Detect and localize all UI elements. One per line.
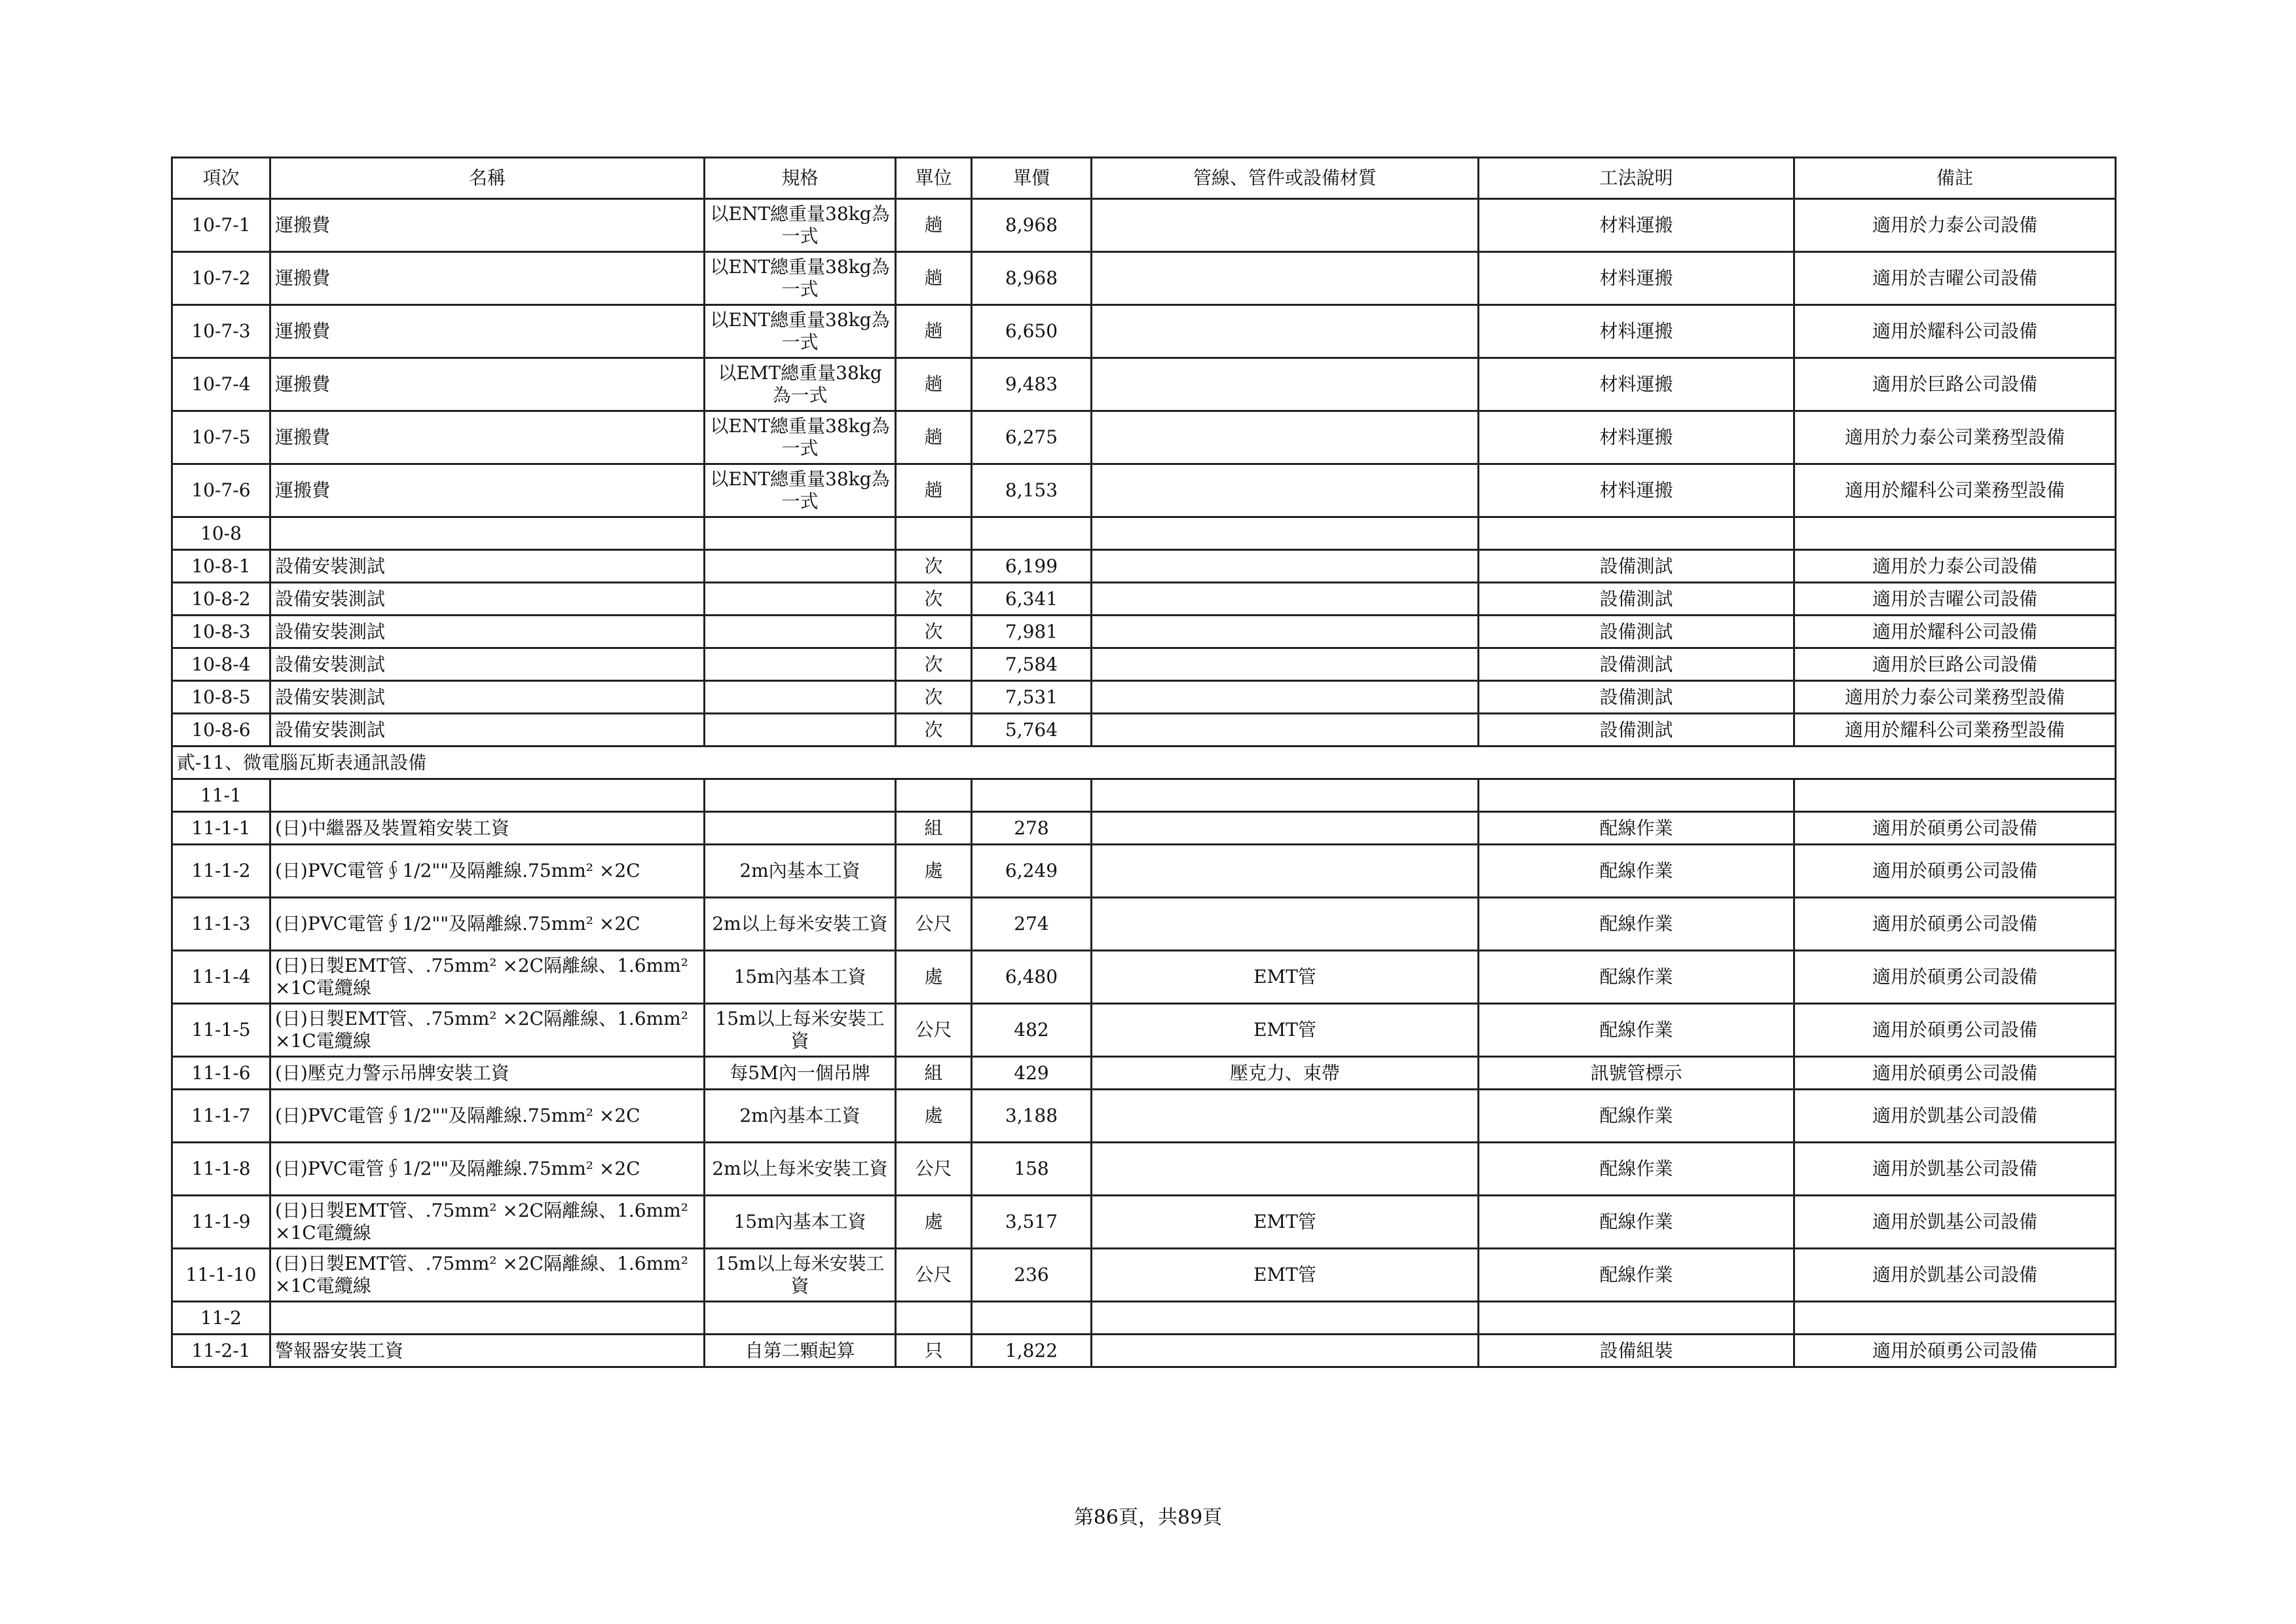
item-material	[1092, 845, 1479, 898]
item-price	[972, 1302, 1092, 1335]
item-number: 11-1-7	[172, 1090, 270, 1143]
item-remark: 適用於碩勇公司設備	[1794, 951, 2116, 1004]
col-header-unit: 單位	[896, 158, 972, 199]
item-price: 9,483	[972, 358, 1092, 411]
table-row	[172, 550, 2116, 583]
item-number: 11-1-6	[172, 1057, 270, 1090]
table-row	[172, 464, 2116, 517]
item-price: 429	[972, 1057, 1092, 1090]
item-number: 10-7-6	[172, 464, 270, 517]
item-unit: 處	[896, 951, 972, 1004]
item-material	[1092, 1090, 1479, 1143]
item-material	[1092, 199, 1479, 252]
item-material: EMT管	[1092, 1249, 1479, 1302]
col-header-price: 單價	[972, 158, 1092, 199]
table-row	[172, 583, 2116, 616]
item-method: 設備測試	[1479, 550, 1794, 583]
item-name: (日)壓克力警示吊牌安裝工資	[270, 1057, 705, 1090]
item-material	[1092, 812, 1479, 845]
item-remark: 適用於碩勇公司設備	[1794, 898, 2116, 951]
item-number: 10-8-4	[172, 648, 270, 681]
item-method: 配線作業	[1479, 845, 1794, 898]
item-price: 7,981	[972, 616, 1092, 648]
item-unit: 公尺	[896, 1143, 972, 1196]
item-unit: 處	[896, 1090, 972, 1143]
item-spec: 以EMT總重量38kg為一式	[705, 358, 896, 411]
item-spec: 15m內基本工資	[705, 951, 896, 1004]
item-unit: 組	[896, 812, 972, 845]
item-price: 158	[972, 1143, 1092, 1196]
item-spec	[705, 812, 896, 845]
item-price	[972, 517, 1092, 550]
item-remark	[1794, 1302, 2116, 1335]
item-material	[1092, 583, 1479, 616]
item-number: 11-1-3	[172, 898, 270, 951]
item-remark: 適用於力泰公司設備	[1794, 550, 2116, 583]
item-method: 設備測試	[1479, 714, 1794, 747]
item-spec: 以ENT總重量38kg為一式	[705, 411, 896, 464]
table-row	[172, 714, 2116, 747]
col-header-name: 名稱	[270, 158, 705, 199]
item-material	[1092, 358, 1479, 411]
item-remark: 適用於力泰公司業務型設備	[1794, 681, 2116, 714]
item-unit: 只	[896, 1335, 972, 1367]
item-unit	[896, 779, 972, 812]
item-name: 運搬費	[270, 252, 705, 305]
table-row	[172, 616, 2116, 648]
item-remark: 適用於耀科公司設備	[1794, 616, 2116, 648]
table-row	[172, 305, 2116, 358]
item-spec	[705, 648, 896, 681]
item-price: 7,531	[972, 681, 1092, 714]
item-unit: 公尺	[896, 898, 972, 951]
item-material	[1092, 252, 1479, 305]
item-price: 6,199	[972, 550, 1092, 583]
item-name	[270, 779, 705, 812]
item-name: 運搬費	[270, 464, 705, 517]
item-name: (日)日製EMT管、.75mm² ×2C隔離線、1.6mm² ×1C電纜線	[270, 1004, 705, 1057]
item-material	[1092, 1335, 1479, 1367]
item-price: 3,517	[972, 1196, 1092, 1249]
item-number: 11-2	[172, 1302, 270, 1335]
item-material	[1092, 681, 1479, 714]
item-number: 10-8	[172, 517, 270, 550]
section-header-row	[172, 747, 2116, 779]
item-unit: 次	[896, 583, 972, 616]
item-unit: 組	[896, 1057, 972, 1090]
item-remark: 適用於巨路公司設備	[1794, 358, 2116, 411]
table-row	[172, 681, 2116, 714]
item-number: 11-1-4	[172, 951, 270, 1004]
item-method: 配線作業	[1479, 1004, 1794, 1057]
item-method: 配線作業	[1479, 898, 1794, 951]
item-method: 設備測試	[1479, 583, 1794, 616]
item-method	[1479, 779, 1794, 812]
item-method: 材料運搬	[1479, 358, 1794, 411]
item-name: (日)PVC電管∮1/2""及隔離線.75mm² ×2C	[270, 898, 705, 951]
table-row	[172, 1004, 2116, 1057]
item-number: 10-8-1	[172, 550, 270, 583]
item-unit: 次	[896, 714, 972, 747]
item-method: 材料運搬	[1479, 305, 1794, 358]
item-price: 6,480	[972, 951, 1092, 1004]
table-row	[172, 517, 2116, 550]
item-material	[1092, 517, 1479, 550]
item-unit: 公尺	[896, 1249, 972, 1302]
table-row	[172, 898, 2116, 951]
col-header-material: 管線、管件或設備材質	[1092, 158, 1479, 199]
item-name: (日)中繼器及裝置箱安裝工資	[270, 812, 705, 845]
item-remark: 適用於碩勇公司設備	[1794, 812, 2116, 845]
item-number: 10-7-1	[172, 199, 270, 252]
item-remark: 適用於碩勇公司設備	[1794, 845, 2116, 898]
table-row	[172, 779, 2116, 812]
price-table	[171, 157, 2117, 1368]
item-remark: 適用於耀科公司設備	[1794, 305, 2116, 358]
section-title: 貳-11、微電腦瓦斯表通訊設備	[172, 747, 2116, 779]
item-name: 設備安裝測試	[270, 648, 705, 681]
item-material	[1092, 714, 1479, 747]
col-header-method: 工法說明	[1479, 158, 1794, 199]
item-spec	[705, 779, 896, 812]
item-remark: 適用於碩勇公司設備	[1794, 1057, 2116, 1090]
item-remark: 適用於吉曜公司設備	[1794, 583, 2116, 616]
item-material: EMT管	[1092, 1004, 1479, 1057]
item-spec: 以ENT總重量38kg為一式	[705, 199, 896, 252]
item-material	[1092, 464, 1479, 517]
item-number: 10-7-2	[172, 252, 270, 305]
item-price: 6,341	[972, 583, 1092, 616]
col-header-no: 項次	[172, 158, 270, 199]
item-number: 10-8-5	[172, 681, 270, 714]
item-number: 10-7-5	[172, 411, 270, 464]
table-row	[172, 1143, 2116, 1196]
item-method: 設備測試	[1479, 648, 1794, 681]
item-name: 設備安裝測試	[270, 583, 705, 616]
item-number: 11-1-9	[172, 1196, 270, 1249]
item-method: 配線作業	[1479, 1090, 1794, 1143]
item-material	[1092, 1143, 1479, 1196]
table-row	[172, 358, 2116, 411]
item-name: (日)日製EMT管、.75mm² ×2C隔離線、1.6mm² ×1C電纜線	[270, 1249, 705, 1302]
item-number: 11-1-10	[172, 1249, 270, 1302]
item-material: EMT管	[1092, 951, 1479, 1004]
item-spec: 以ENT總重量38kg為一式	[705, 464, 896, 517]
item-spec: 15m以上每米安裝工資	[705, 1004, 896, 1057]
item-spec: 15m以上每米安裝工資	[705, 1249, 896, 1302]
item-name: (日)PVC電管∮1/2""及隔離線.75mm² ×2C	[270, 1090, 705, 1143]
item-spec: 每5M內一個吊牌	[705, 1057, 896, 1090]
item-number: 11-1-5	[172, 1004, 270, 1057]
item-remark: 適用於碩勇公司設備	[1794, 1335, 2116, 1367]
table-row	[172, 252, 2116, 305]
table-header-row	[172, 158, 2116, 199]
item-price: 236	[972, 1249, 1092, 1302]
table-row	[172, 812, 2116, 845]
item-price: 482	[972, 1004, 1092, 1057]
item-number: 11-1-8	[172, 1143, 270, 1196]
item-price: 1,822	[972, 1335, 1092, 1367]
item-name: 設備安裝測試	[270, 550, 705, 583]
table-row	[172, 199, 2116, 252]
item-name: (日)日製EMT管、.75mm² ×2C隔離線、1.6mm² ×1C電纜線	[270, 951, 705, 1004]
item-remark: 適用於凱基公司設備	[1794, 1249, 2116, 1302]
item-spec: 2m內基本工資	[705, 1090, 896, 1143]
item-name: 運搬費	[270, 305, 705, 358]
item-method: 材料運搬	[1479, 252, 1794, 305]
item-method: 配線作業	[1479, 1249, 1794, 1302]
item-unit: 次	[896, 616, 972, 648]
item-price: 7,584	[972, 648, 1092, 681]
item-name: (日)PVC電管∮1/2""及隔離線.75mm² ×2C	[270, 845, 705, 898]
item-remark: 適用於吉曜公司設備	[1794, 252, 2116, 305]
item-unit: 處	[896, 1196, 972, 1249]
item-unit: 公尺	[896, 1004, 972, 1057]
item-method: 配線作業	[1479, 951, 1794, 1004]
item-unit: 趟	[896, 252, 972, 305]
item-material	[1092, 616, 1479, 648]
item-remark: 適用於凱基公司設備	[1794, 1196, 2116, 1249]
item-unit: 趟	[896, 411, 972, 464]
item-price	[972, 779, 1092, 812]
table-row	[172, 1302, 2116, 1335]
item-method: 訊號管標示	[1479, 1057, 1794, 1090]
item-spec: 以ENT總重量38kg為一式	[705, 305, 896, 358]
item-material	[1092, 648, 1479, 681]
item-name: 運搬費	[270, 199, 705, 252]
item-price: 5,764	[972, 714, 1092, 747]
item-method: 設備組裝	[1479, 1335, 1794, 1367]
item-material	[1092, 411, 1479, 464]
item-price: 8,968	[972, 252, 1092, 305]
item-name: 警報器安裝工資	[270, 1335, 705, 1367]
item-name: (日)日製EMT管、.75mm² ×2C隔離線、1.6mm² ×1C電纜線	[270, 1196, 705, 1249]
item-unit: 處	[896, 845, 972, 898]
item-method: 配線作業	[1479, 812, 1794, 845]
item-method	[1479, 1302, 1794, 1335]
item-unit: 次	[896, 648, 972, 681]
item-remark	[1794, 517, 2116, 550]
item-remark: 適用於碩勇公司設備	[1794, 1004, 2116, 1057]
item-number: 11-1	[172, 779, 270, 812]
item-remark: 適用於力泰公司業務型設備	[1794, 411, 2116, 464]
page-number: 第86頁，共89頁	[1073, 1506, 1223, 1529]
item-remark: 適用於力泰公司設備	[1794, 199, 2116, 252]
item-name	[270, 1302, 705, 1335]
item-spec: 15m內基本工資	[705, 1196, 896, 1249]
item-spec	[705, 583, 896, 616]
item-price: 8,968	[972, 199, 1092, 252]
item-name: 運搬費	[270, 411, 705, 464]
item-material	[1092, 550, 1479, 583]
item-spec: 以ENT總重量38kg為一式	[705, 252, 896, 305]
item-spec: 2m以上每米安裝工資	[705, 898, 896, 951]
item-price: 6,650	[972, 305, 1092, 358]
item-unit: 趟	[896, 464, 972, 517]
item-unit: 次	[896, 550, 972, 583]
item-remark	[1794, 779, 2116, 812]
item-name: (日)PVC電管∮1/2""及隔離線.75mm² ×2C	[270, 1143, 705, 1196]
item-material	[1092, 305, 1479, 358]
table-body	[172, 199, 2116, 1367]
item-method: 設備測試	[1479, 681, 1794, 714]
item-method: 配線作業	[1479, 1143, 1794, 1196]
item-number: 10-8-2	[172, 583, 270, 616]
item-spec: 自第二顆起算	[705, 1335, 896, 1367]
item-method: 配線作業	[1479, 1196, 1794, 1249]
item-remark: 適用於耀科公司業務型設備	[1794, 714, 2116, 747]
item-spec: 2m內基本工資	[705, 845, 896, 898]
item-method: 材料運搬	[1479, 464, 1794, 517]
col-header-remark: 備註	[1794, 158, 2116, 199]
item-remark: 適用於巨路公司設備	[1794, 648, 2116, 681]
item-price: 8,153	[972, 464, 1092, 517]
table-row	[172, 845, 2116, 898]
item-material: EMT管	[1092, 1196, 1479, 1249]
item-method: 材料運搬	[1479, 199, 1794, 252]
item-price: 6,249	[972, 845, 1092, 898]
item-number: 10-8-3	[172, 616, 270, 648]
item-name: 設備安裝測試	[270, 616, 705, 648]
table-row	[172, 1090, 2116, 1143]
item-spec: 2m以上每米安裝工資	[705, 1143, 896, 1196]
item-spec	[705, 1302, 896, 1335]
item-material	[1092, 779, 1479, 812]
item-method: 設備測試	[1479, 616, 1794, 648]
item-remark: 適用於凱基公司設備	[1794, 1090, 2116, 1143]
item-spec	[705, 517, 896, 550]
table-row	[172, 1249, 2116, 1302]
table-row	[172, 1335, 2116, 1367]
table-row	[172, 1057, 2116, 1090]
item-material	[1092, 898, 1479, 951]
table-row	[172, 951, 2116, 1004]
item-remark: 適用於凱基公司設備	[1794, 1143, 2116, 1196]
item-name: 設備安裝測試	[270, 714, 705, 747]
item-price: 6,275	[972, 411, 1092, 464]
item-unit	[896, 517, 972, 550]
item-unit: 次	[896, 681, 972, 714]
item-spec	[705, 550, 896, 583]
item-number: 11-1-1	[172, 812, 270, 845]
item-material: 壓克力、束帶	[1092, 1057, 1479, 1090]
item-material	[1092, 1302, 1479, 1335]
item-unit: 趟	[896, 305, 972, 358]
item-remark: 適用於耀科公司業務型設備	[1794, 464, 2116, 517]
item-name: 運搬費	[270, 358, 705, 411]
item-price: 278	[972, 812, 1092, 845]
item-number: 10-7-3	[172, 305, 270, 358]
item-number: 10-7-4	[172, 358, 270, 411]
item-spec	[705, 616, 896, 648]
item-unit	[896, 1302, 972, 1335]
item-price: 274	[972, 898, 1092, 951]
item-unit: 趟	[896, 358, 972, 411]
item-method: 材料運搬	[1479, 411, 1794, 464]
item-number: 11-2-1	[172, 1335, 270, 1367]
table-row	[172, 648, 2116, 681]
item-method	[1479, 517, 1794, 550]
item-spec	[705, 681, 896, 714]
table-row	[172, 411, 2116, 464]
item-number: 11-1-2	[172, 845, 270, 898]
item-number: 10-8-6	[172, 714, 270, 747]
item-unit: 趟	[896, 199, 972, 252]
item-spec	[705, 714, 896, 747]
table-row	[172, 1196, 2116, 1249]
col-header-spec: 規格	[705, 158, 896, 199]
item-price: 3,188	[972, 1090, 1092, 1143]
item-name: 設備安裝測試	[270, 681, 705, 714]
item-name	[270, 517, 705, 550]
